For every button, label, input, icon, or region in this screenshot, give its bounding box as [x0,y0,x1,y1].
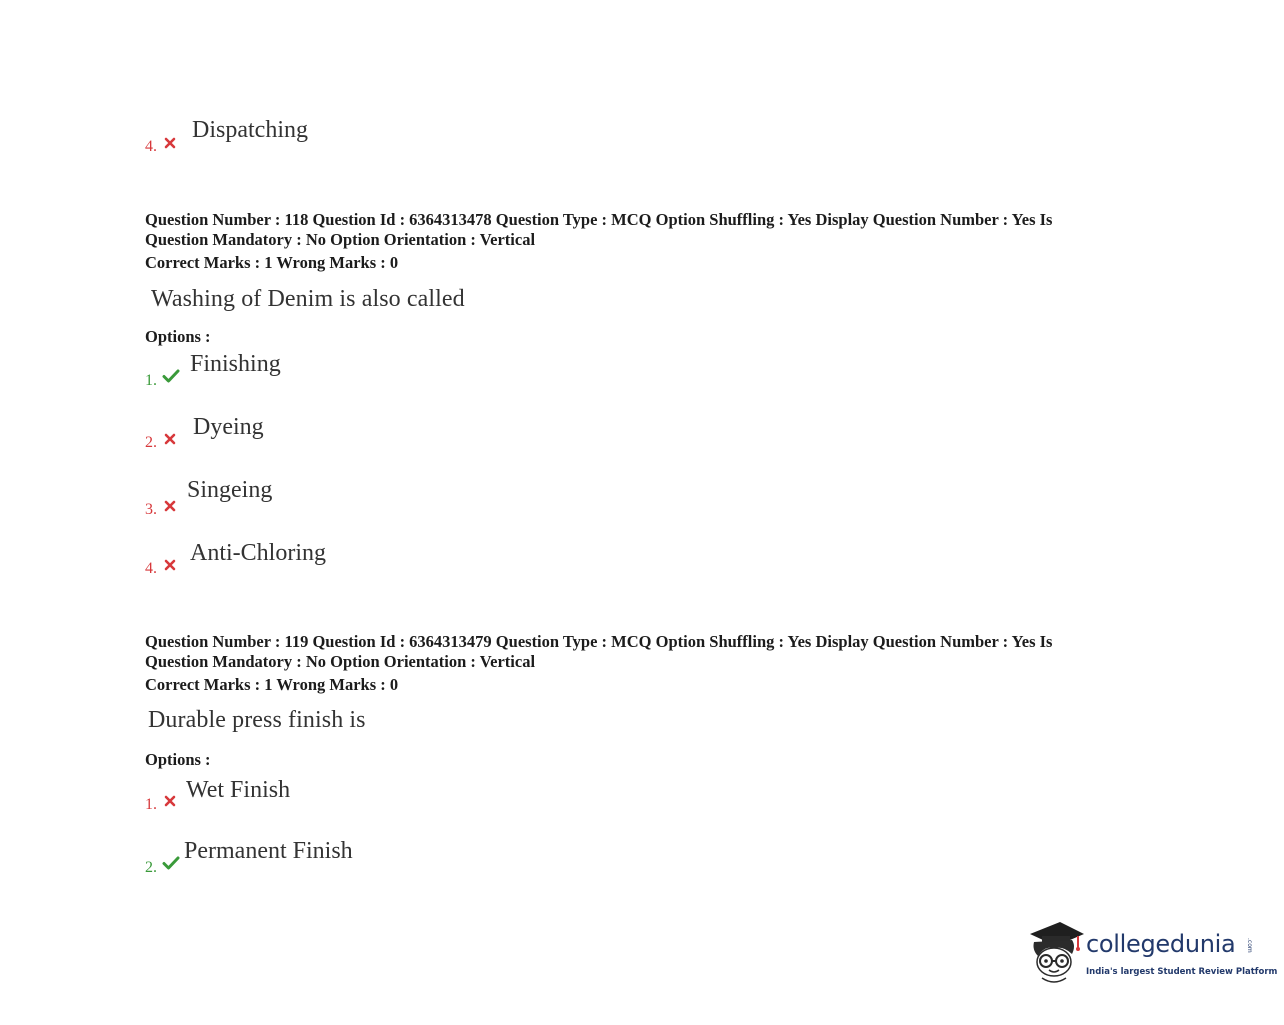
option-number: 3. [145,501,157,518]
option-number: 2. [145,434,157,451]
question-meta-line: Question Number : 118 Question Id : 6364313478 Question Type : MCQ Option Shuffling : Yes Display Question Number : Yes Is [145,210,1053,229]
options-label: Options : [145,327,211,346]
option-text: Permanent Finish [184,838,353,864]
option-number: 4. [145,138,157,155]
question-meta-line: Question Number : 119 Question Id : 6364313479 Question Type : MCQ Option Shuffling : Yes Display Question Number : Yes Is [145,632,1053,651]
option-text: Dyeing [193,414,264,440]
options-label: Options : [145,750,211,769]
wrong-cross-icon [164,137,176,149]
question-text: Durable press finish is [148,707,366,733]
question-meta-line: Question Mandatory : No Option Orientation : Vertical [145,230,536,249]
collegedunia-logo [1024,916,1278,992]
mascot-icon [1024,916,1086,992]
option-text: Dispatching [192,117,308,143]
question-text: Washing of Denim is also called [151,286,465,312]
question-meta [145,632,1125,672]
wrong-cross-icon [164,433,176,445]
option-number: 1. [145,796,157,813]
option-number: 1. [145,372,157,389]
question-meta-line: Question Mandatory : No Option Orientation : Vertical [145,652,536,671]
logo-wordmark: collegedunia [1086,930,1236,958]
option-number: 2. [145,859,157,876]
wrong-cross-icon [164,795,176,807]
option-text: Wet Finish [186,777,291,803]
question-marks: Correct Marks : 1 Wrong Marks : 0 [145,253,399,272]
wrong-cross-icon [164,500,176,512]
option-number: 4. [145,560,157,577]
option-text: Anti-Chloring [190,540,326,566]
wrong-cross-icon [164,559,176,571]
logo-tagline: India's largest Student Review Platform [1086,967,1278,977]
logo-suffix: .com [1246,938,1253,953]
option-text: Singeing [187,477,273,503]
option-text: Finishing [190,351,281,377]
correct-check-icon [162,856,180,870]
question-marks: Correct Marks : 1 Wrong Marks : 0 [145,675,399,694]
correct-check-icon [162,369,180,383]
question-meta [145,210,1125,250]
